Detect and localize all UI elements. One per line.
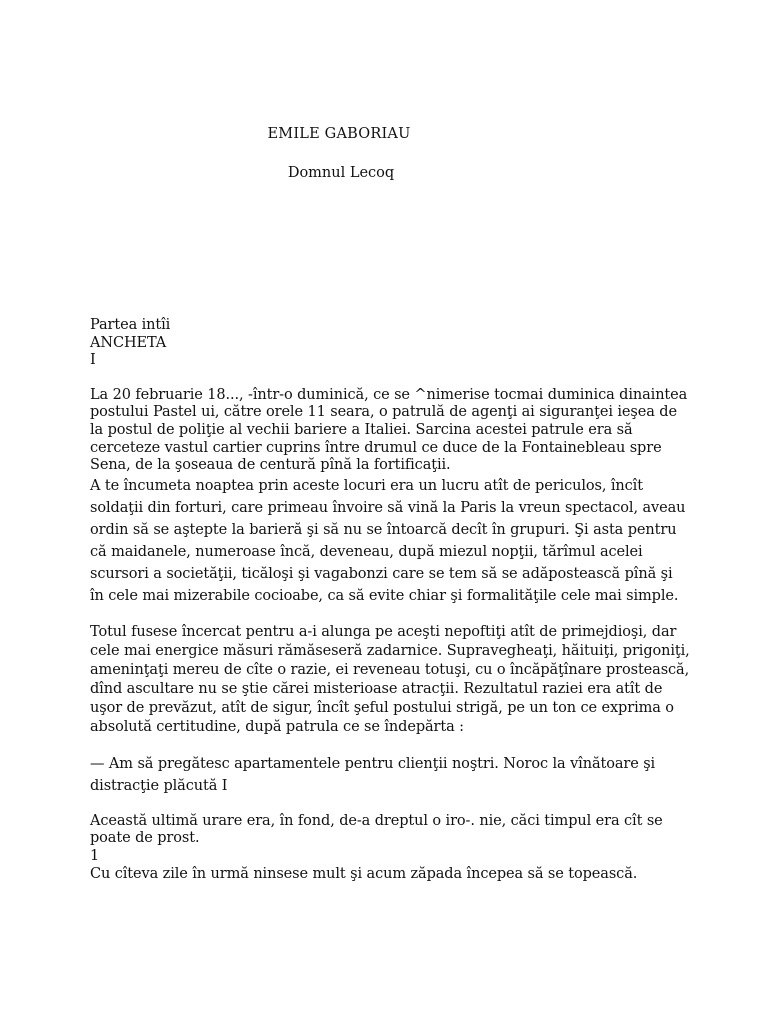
section-heading: ANCHETA — [90, 334, 167, 351]
book-title: Domnul Lecoq — [287, 165, 395, 181]
paragraph: La 20 februarie 18..., -într-o duminică, ce se ^nimerise tocmai duminica dinaintea postului Pastel ui, către orele 11 seara, o patrulă de agenţi ai siguranţei ieşea de la postul de poliţie al vechii bariere a Italiei. Sarcina acestei patrule era să cerceteze vastul cartier cuprins între drumul ce duce de la Fontainebleau spre Sena, de la şoseaua de centură pînă la fortificaţii. — [90, 386, 688, 474]
part-heading: Partea intîi — [90, 317, 171, 333]
document-body — [90, 317, 690, 883]
author-name: EMILE GABORIAU — [267, 126, 411, 142]
paragraph: — Am să pregătesc apartamentele pentru clienţii noştri. Noroc la vînătoare şi distracţie plăcută I — [90, 755, 656, 794]
paragraph: A te încumeta noaptea prin aceste locuri era un lucru atît de periculos, încît soldaţii din forturi, care primeau învoire să vină la Paris la vreun spectacol, aveau ordin să se aştepte la barieră şi să nu se întoarcă decît în grupuri. Şi asta pentru că maidanele, numeroase încă, deveneau, după miezul nopţii, tărîmul acelei scursori a societăţii, ticăloşi şi vagabonzi care se tem să se adăpostească pînă şi în cele mai mizerabile cocioabe, ca să evite chiar şi formalităţile cele mai simple. — [90, 477, 686, 604]
paragraph: Cu cîteva zile în urmă ninsese mult şi acum zăpada începea să se topească. — [90, 865, 638, 882]
paragraph: Această ultimă urare era, în fond, de-a dreptul o iro-. nie, căci timpul era cît se poate de prost. — [90, 812, 663, 847]
page-number: 1 — [90, 847, 100, 864]
chapter-number: I — [90, 352, 96, 369]
paragraph: Totul fusese încercat pentru a-i alunga pe aceşti nepoftiţi atît de primejdioşi, dar cele mai energice măsuri rămăseseră zadarnice. Supravegheaţi, hăituiţi, prigoniţi, ameninţaţi mereu de cîte o razie, ei reveneau totuşi, cu o încăpăţînare prostească, dînd ascultare nu se ştie cărei misterioase atracţii. Rezultatul raziei era atît de uşor de prevăzut, atît de sigur, încît şeful postului strigă, pe un ton ce exprima o absolută certitudine, după patrula ce se îndepărta : — [90, 623, 690, 735]
